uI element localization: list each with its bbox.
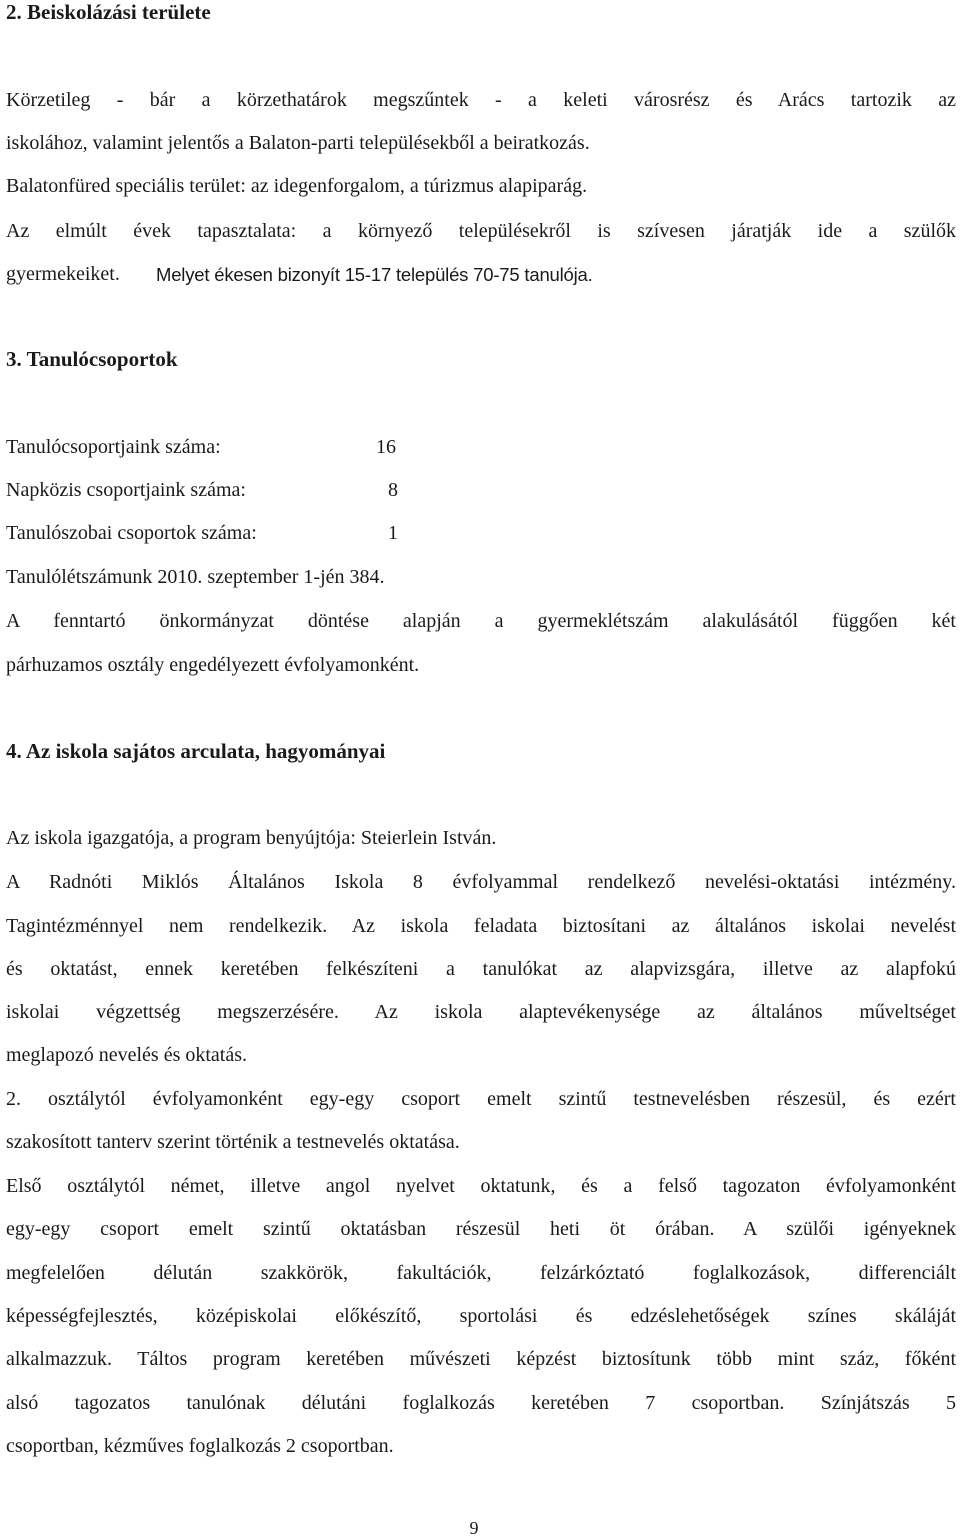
paragraph-line: 2. osztálytól évfolyamonként egy-egy csoport emelt szintű testnevelésben részesül, és ezért — [6, 1088, 956, 1110]
paragraph-line: egy-egy csoport emelt szintű oktatásban részesül heti öt órában. A szülői igényeknek — [6, 1218, 956, 1240]
paragraph-line: Első osztálytól német, illetve angol nyelvet oktatunk, és a felső tagozaton évfolyamonként — [6, 1175, 956, 1197]
paragraph-line: alsó tagozatos tanulónak délutáni foglalkozás keretében 7 csoportban. Színjátszás 5 — [6, 1392, 956, 1414]
stat-label: Tanulócsoportjaink száma: — [6, 436, 221, 458]
paragraph-line: Balatonfüred speciális terület: az idegenforgalom, a túrizmus alapiparág. — [6, 175, 588, 197]
paragraph-line: és oktatást, ennek keretében felkészíteni a tanulókat az alapvizsgára, illetve az alapfokú — [6, 958, 956, 980]
stat-label: Napközis csoportjaink száma: — [6, 479, 246, 501]
section-2-heading: 2. Beiskolázási területe — [6, 0, 211, 24]
paragraph-line: A Radnóti Miklós Általános Iskola 8 évfolyammal rendelkező nevelési-oktatási intézmény. — [6, 871, 956, 893]
paragraph-line: Tanulólétszámunk 2010. szeptember 1-jén 384. — [6, 566, 385, 588]
section-4-heading: 4. Az iskola sajátos arculata, hagyományai — [6, 739, 386, 763]
paragraph-line: csoportban, kézműves foglalkozás 2 csoportban. — [6, 1435, 394, 1457]
paragraph-line: gyermekeiket. — [6, 263, 120, 285]
document-page — [6, 0, 956, 1537]
paragraph-line: Körzetileg - bár a körzethatárok megszűntek - a keleti városrész és Arács tartozik az — [6, 89, 956, 111]
stat-label: Tanulószobai csoportok száma: — [6, 522, 257, 544]
paragraph-line: szakosított tanterv szerint történik a testnevelés oktatása. — [6, 1131, 460, 1153]
paragraph-line: meglapozó nevelés és oktatás. — [6, 1044, 248, 1066]
page-number: 9 — [469, 1518, 479, 1538]
paragraph-line: párhuzamos osztály engedélyezett évfolyamonként. — [6, 654, 420, 676]
stat-value: 1 — [388, 522, 398, 544]
paragraph-line: iskolához, valamint jelentős a Balaton-parti településekből a beiratkozás. — [6, 132, 590, 154]
stat-value: 16 — [376, 436, 396, 458]
paragraph-line: Tagintézménnyel nem rendelkezik. Az iskola feladata biztosítani az általános iskolai nevelést — [6, 915, 956, 937]
paragraph-line: Az elmúlt évek tapasztalata: a környező településekről is szívesen járatják ide a szülők — [6, 220, 956, 242]
paragraph-line: alkalmazzuk. Táltos program keretében művészeti képzést biztosítunk több mint száz, főként — [6, 1348, 956, 1370]
paragraph-line: A fenntartó önkormányzat döntése alapján a gyermeklétszám alakulásától függően két — [6, 610, 956, 632]
paragraph-line: iskolai végzettség megszerzésére. Az iskola alaptevékenysége az általános műveltséget — [6, 1001, 956, 1023]
paragraph-line: Az iskola igazgatója, a program benyújtója: Steierlein István. — [6, 827, 497, 849]
paragraph-line-sans: Melyet ékesen bizonyít 15-17 település 70-75 tanulója. — [156, 264, 593, 285]
paragraph-line: megfelelően délután szakkörök, fakultációk, felzárkóztató foglalkozások, differenciált — [6, 1262, 956, 1284]
paragraph-line: képességfejlesztés, középiskolai előkészítő, sportolási és edzéslehetőségek színes skáláját — [6, 1305, 956, 1327]
stat-value: 8 — [388, 479, 398, 501]
section-3-heading: 3. Tanulócsoportok — [6, 347, 178, 371]
